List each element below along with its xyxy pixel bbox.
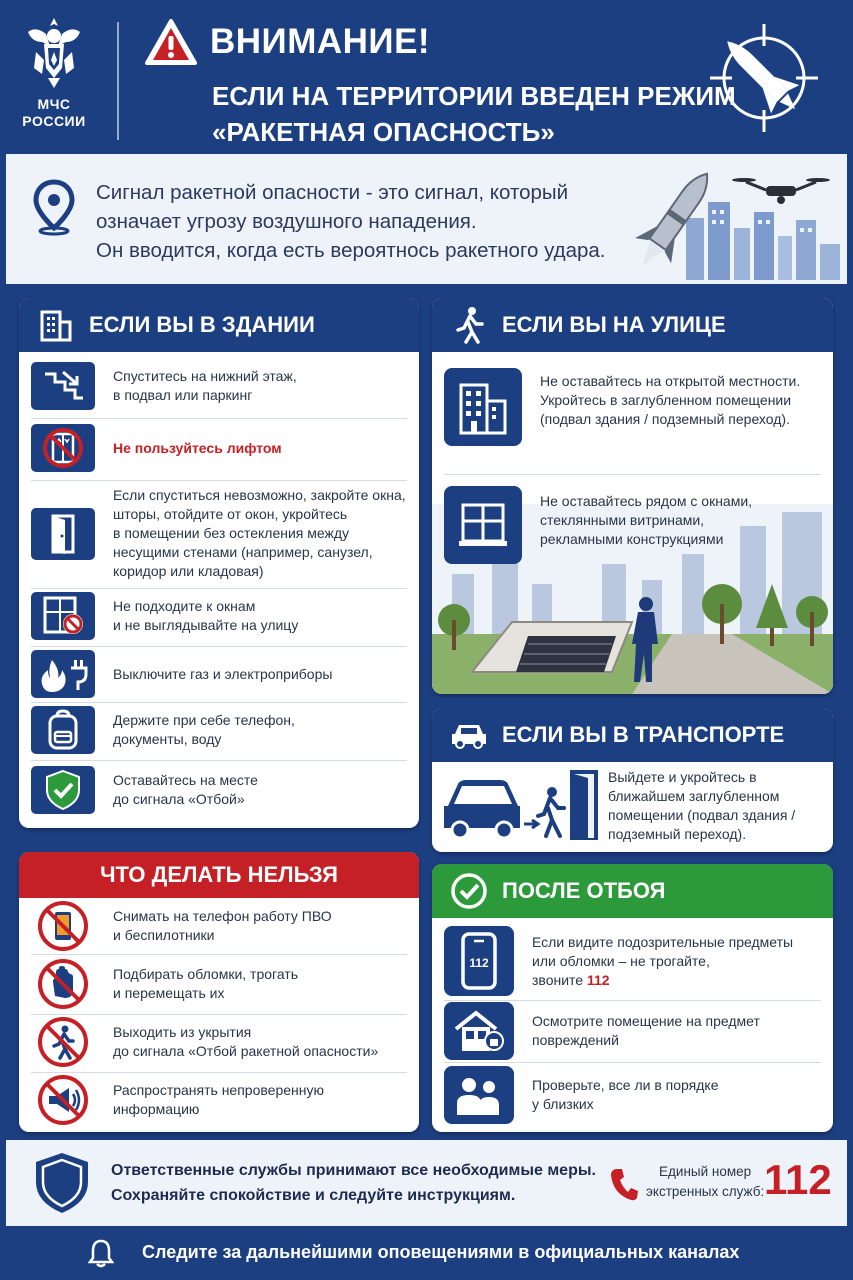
no-exit-shelter-icon (31, 1018, 95, 1066)
no-touch-debris-icon (31, 960, 95, 1008)
divider (444, 1062, 821, 1063)
drone-icon (732, 178, 830, 204)
check-circle-icon (450, 872, 488, 910)
list-item (444, 486, 821, 564)
forbidden-card-title: ЧТО ДЕЛАТЬ НЕЛЬЗЯ (100, 862, 338, 887)
bell-icon (88, 1238, 114, 1268)
divider (31, 702, 407, 703)
item-text: Распространять непроверенную информацию (113, 1082, 324, 1117)
list-item (31, 706, 407, 754)
org-line-1: МЧС (37, 96, 71, 112)
list-item (31, 424, 407, 472)
footer (0, 1226, 853, 1280)
no-rumors-megaphone-icon (31, 1076, 95, 1124)
no-elevator-icon (31, 424, 95, 472)
transport-text: Выйдете и укройтесь в ближайшем заглубленном помещении (подвал здания / подземный переход). (608, 769, 796, 842)
divider (31, 480, 407, 481)
building-card-header (19, 298, 419, 352)
list-item (444, 368, 821, 446)
header-divider (117, 22, 119, 140)
intro-line-3: Он вводится, когда есть вероятнось ракетного удара. (96, 239, 606, 262)
intro-text (96, 178, 606, 265)
shelter-building-icon (444, 368, 522, 446)
item-text: Не подходите к окнам и не выглядывайте на улицу (113, 598, 299, 633)
street-card-header (432, 298, 833, 352)
item-text: Если видите подозрительные предметы или обломки – не трогайте, звоните 112 (532, 933, 794, 988)
list-item (444, 1066, 821, 1124)
item-text: Не оставайтесь на открытой местности. Укройтесь в заглубленном помещении (подвал здания / подземный переход). (540, 373, 801, 427)
street-card-title: ЕСЛИ ВЫ НА УЛИЦЕ (502, 312, 726, 337)
phone-icon (609, 1166, 639, 1202)
rocket-drone-city-illustration (616, 158, 844, 280)
item-text: Не пользуйтесь лифтом (113, 439, 282, 456)
house-inspect-icon (444, 1002, 514, 1060)
list-item (31, 592, 407, 640)
divider (444, 474, 821, 475)
page-title: ВНИМАНИЕ! (210, 22, 431, 61)
item-text: Оставайтесь на месте до сигнала «Отбой» (113, 772, 258, 807)
subtitle-line-1: ЕСЛИ НА ТЕРРИТОРИИ ВВЕДЕН РЕЖИМ (212, 81, 736, 111)
no-filming-icon (31, 902, 95, 950)
list-item (31, 1018, 407, 1066)
forbidden-card (19, 852, 419, 1132)
list-item (444, 1002, 821, 1060)
transport-card-title: ЕСЛИ ВЫ В ТРАНСПОРТЕ (502, 722, 785, 747)
divider (31, 1014, 407, 1015)
item-text: Снимать на телефон работу ПВО и беспилотники (113, 908, 332, 943)
bottom-line-1: Ответственные службы принимают все необходимые меры. (111, 1162, 596, 1179)
street-card (432, 298, 833, 694)
subtitle-line-2: «РАКЕТНАЯ ОПАСНОСТЬ» (212, 117, 555, 147)
bottom-section (6, 1140, 847, 1226)
footer-text: Следите за дальнейшими оповещениями в официальных каналах (142, 1242, 740, 1262)
org-name (16, 96, 92, 130)
intro-section (6, 154, 847, 284)
divider (31, 588, 407, 589)
no-window-icon (31, 592, 95, 640)
item-text: Держите при себе телефон, документы, воду (113, 712, 295, 747)
intro-line-1: Сигнал ракетной опасности - это сигнал, который (96, 181, 569, 204)
eagle-emblem-icon (22, 12, 86, 92)
divider (31, 646, 407, 647)
divider (31, 418, 407, 419)
bottom-line-2: Сохраняйте спокойствие и следуйте инструкциям. (111, 1187, 516, 1204)
warning-triangle-icon (144, 18, 198, 66)
car-icon (450, 716, 488, 754)
walking-person-icon (450, 306, 488, 344)
item-text: Проверьте, все ли в порядке у близких (532, 1077, 719, 1112)
header (0, 0, 853, 152)
item-text: Не оставайтесь рядом с окнами, стеклянными витринами, рекламными конструкциями (540, 493, 753, 547)
building-icon (37, 306, 75, 344)
rocket-crosshair-icon (704, 18, 824, 138)
item-text: Осмотрите помещение на предмет повреждений (532, 1013, 760, 1048)
gas-electricity-icon (31, 650, 95, 698)
shield-icon (32, 1150, 92, 1216)
bottom-message (111, 1158, 596, 1208)
emergency-number: 112 (586, 971, 610, 988)
org-line-2: РОССИИ (22, 113, 86, 129)
svg-text:112: 112 (469, 956, 489, 970)
list-item (31, 766, 407, 814)
forbidden-card-header (19, 852, 419, 898)
divider (444, 1000, 821, 1001)
divider (31, 760, 407, 761)
hotline-label: Единый номер экстренных служб: (646, 1164, 765, 1199)
list-item (444, 926, 821, 996)
list-item (31, 960, 407, 1008)
hotline-number[interactable]: 112 (764, 1156, 832, 1203)
door-icon (31, 508, 95, 560)
list-item (31, 486, 407, 581)
list-item (31, 1076, 407, 1124)
stairs-down-icon (31, 362, 95, 410)
list-item (31, 902, 407, 950)
item-text: Если спуститься невозможно, закройте окна, шторы, отойдите от окон, укройтесь в помещении без остекления между несущими стенами (например, санузел, коридор или кладовая) (113, 487, 406, 579)
transport-card (432, 708, 833, 852)
building-card-title: ЕСЛИ ВЫ В ЗДАНИИ (89, 312, 315, 337)
backpack-icon (31, 706, 95, 754)
after-card-title: ПОСЛЕ ОТБОЯ (502, 878, 666, 903)
car-to-shelter-icon (442, 766, 602, 846)
item-text: Спуститесь на нижний этаж, в подвал или паркинг (113, 368, 297, 403)
list-item (31, 362, 407, 410)
window-icon (444, 486, 522, 564)
location-pin-icon (30, 178, 78, 236)
transport-card-header (432, 708, 833, 762)
after-card (432, 864, 833, 1132)
item-text: Выходить из укрытия до сигнала «Отбой ракетной опасности» (113, 1024, 379, 1059)
divider (31, 954, 407, 955)
after-card-header (432, 864, 833, 918)
phone-112-icon (444, 926, 514, 996)
page-subtitle (212, 78, 736, 150)
mchs-emblem (16, 12, 92, 142)
item-text: Выключите газ и электроприборы (113, 665, 333, 682)
relatives-icon (444, 1066, 514, 1124)
shield-check-icon (31, 766, 95, 814)
item-text: Подбирать обломки, трогать и перемещать их (113, 966, 299, 1001)
intro-line-2: означает угрозу воздушного нападения. (96, 210, 477, 233)
divider (31, 1072, 407, 1073)
list-item (31, 650, 407, 698)
building-card (19, 298, 419, 828)
